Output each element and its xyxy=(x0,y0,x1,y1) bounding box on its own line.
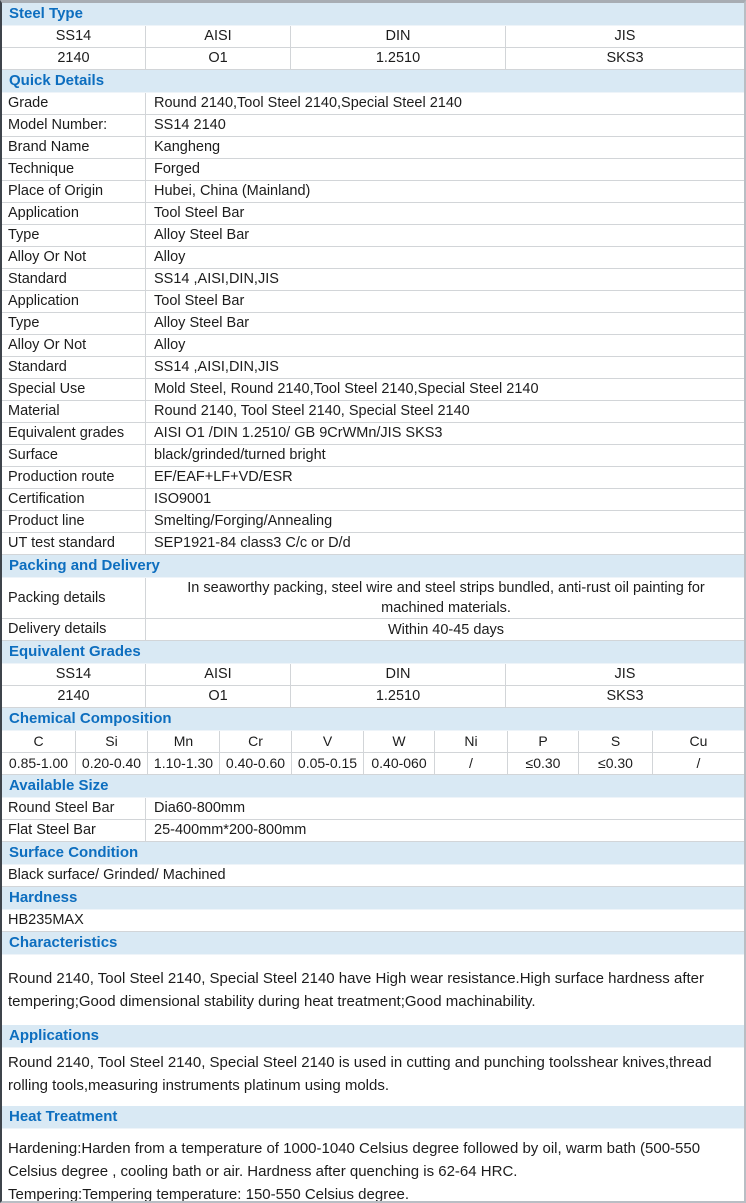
row-key: Grade xyxy=(2,93,146,114)
table-value-cell: 2140 xyxy=(2,686,146,708)
row-key: Special Use xyxy=(2,379,146,400)
table-row xyxy=(2,115,744,137)
table-row xyxy=(2,820,744,842)
row-key: UT test standard xyxy=(2,533,146,554)
row-value: Alloy xyxy=(154,337,186,353)
row-key: Certification xyxy=(2,489,146,510)
row-key: Application xyxy=(2,203,146,224)
table-row xyxy=(2,511,744,533)
heat-treatment-text xyxy=(2,1129,744,1203)
section-header-surface-condition: Surface Condition xyxy=(2,842,744,865)
row-key: Type xyxy=(2,313,146,334)
table-header-cell: JIS xyxy=(506,664,744,686)
section-header-characteristics: Characteristics xyxy=(2,932,744,955)
row-value: Alloy Steel Bar xyxy=(154,315,250,331)
row-value: ISO9001 xyxy=(154,491,212,507)
packing-and-delivery-table xyxy=(2,578,744,641)
table-header-cell: Ni xyxy=(435,731,508,753)
table-value-cell: 0.40-060 xyxy=(364,753,435,775)
row-value: EF/EAF+LF+VD/ESR xyxy=(154,469,293,485)
table-header-cell: Mn xyxy=(148,731,220,753)
table-row xyxy=(2,445,744,467)
table-row xyxy=(2,203,744,225)
table-header-cell: Cr xyxy=(220,731,292,753)
table-header-cell: SS14 xyxy=(2,26,146,48)
row-key: Brand Name xyxy=(2,137,146,158)
table-header-cell: Cu xyxy=(653,731,744,753)
row-key: Standard xyxy=(2,357,146,378)
row-key: Application xyxy=(2,291,146,312)
table-row xyxy=(2,247,744,269)
row-value: Smelting/Forging/Annealing xyxy=(154,513,333,529)
table-row xyxy=(2,798,744,820)
table-row xyxy=(2,269,744,291)
characteristics-text: Round 2140, Tool Steel 2140, Special Steel 2140 have High wear resistance.High surface hardness after tempering;Good dimensional stability during heat treatment;Good machinability. xyxy=(8,970,704,1010)
table-header-cell: AISI xyxy=(146,664,291,686)
row-key: Round Steel Bar xyxy=(2,798,146,819)
section-header-hardness: Hardness xyxy=(2,887,744,910)
row-value: Dia60-800mm xyxy=(154,800,246,816)
row-value: Mold Steel, Round 2140,Tool Steel 2140,Special Steel 2140 xyxy=(154,381,539,397)
row-value: In seaworthy packing, steel wire and steel strips bundled, anti-rust oil painting for machined materials. xyxy=(187,580,705,616)
row-key: Product line xyxy=(2,511,146,532)
table-header-cell: W xyxy=(364,731,435,753)
table-value-cell: 0.85-1.00 xyxy=(2,753,76,775)
row-value: Round 2140, Tool Steel 2140, Special Steel 2140 xyxy=(154,403,470,419)
chemical-composition-table xyxy=(2,731,744,775)
row-value: Within 40-45 days xyxy=(387,621,505,638)
row-key: Technique xyxy=(2,159,146,180)
table-row xyxy=(2,357,744,379)
row-value: SS14 ,AISI,DIN,JIS xyxy=(154,359,279,375)
table-header-cell: P xyxy=(508,731,579,753)
hardness-text: HB235MAX xyxy=(2,910,744,932)
row-value: Hubei, China (Mainland) xyxy=(154,183,311,199)
row-key: Surface xyxy=(2,445,146,466)
table-header-cell: DIN xyxy=(291,26,506,48)
available-size-table xyxy=(2,798,744,842)
row-key: Delivery details xyxy=(2,619,146,640)
row-value: black/grinded/turned bright xyxy=(154,447,326,463)
heat-treatment-hardening: Hardening:Harden from a temperature of 1000-1040 Celsius degree followed by oil, warm bath (500-550 Celsius degree , cooling bath or air. Hardness after quenching is 62-64 HRC. xyxy=(8,1140,701,1180)
table-header-cell: C xyxy=(2,731,76,753)
row-value: Tool Steel Bar xyxy=(154,205,245,221)
table-row xyxy=(2,159,744,181)
table-header-cell: JIS xyxy=(506,26,744,48)
row-value: SS14 ,AISI,DIN,JIS xyxy=(154,271,279,287)
row-value: AISI O1 /DIN 1.2510/ GB 9CrWMn/JIS SKS3 xyxy=(154,425,443,441)
row-key: Production route xyxy=(2,467,146,488)
table-value-cell: 1.2510 xyxy=(291,48,506,70)
table-header-cell: Si xyxy=(76,731,148,753)
section-header-chemical-composition: Chemical Composition xyxy=(2,708,744,731)
section-header-equivalent-grades: Equivalent Grades xyxy=(2,641,744,664)
table-header-cell: S xyxy=(579,731,653,753)
row-key: Alloy Or Not xyxy=(2,247,146,268)
row-value: Tool Steel Bar xyxy=(154,293,245,309)
row-key: Standard xyxy=(2,269,146,290)
heat-treatment-tempering: Tempering:Tempering temperature: 150-550 Celsius degree. xyxy=(8,1186,410,1203)
table-value-cell: ≤0.30 xyxy=(508,753,579,775)
table-row xyxy=(2,578,744,619)
section-header-applications: Applications xyxy=(2,1025,744,1048)
table-row xyxy=(2,225,744,247)
table-row xyxy=(2,379,744,401)
row-key: Alloy Or Not xyxy=(2,335,146,356)
row-value: Alloy xyxy=(154,249,186,265)
row-key: Material xyxy=(2,401,146,422)
applications-text: Round 2140, Tool Steel 2140, Special Steel 2140 is used in cutting and punching toolsshear knives,thread rolling tools,measuring instruments platinum using molds. xyxy=(8,1054,712,1094)
row-key: Type xyxy=(2,225,146,246)
row-value: Alloy Steel Bar xyxy=(154,227,250,243)
section-header-packing-and-delivery: Packing and Delivery xyxy=(2,555,744,578)
row-value: SS14 2140 xyxy=(154,117,226,133)
table-value-cell: 0.20-0.40 xyxy=(76,753,148,775)
section-header-steel-type: Steel Type xyxy=(2,3,744,26)
table-row xyxy=(2,489,744,511)
table-row xyxy=(2,335,744,357)
table-value-cell: 0.05-0.15 xyxy=(292,753,364,775)
table-value-cell: O1 xyxy=(146,686,291,708)
row-key: Flat Steel Bar xyxy=(2,820,146,841)
table-value-cell: ≤0.30 xyxy=(579,753,653,775)
row-key: Model Number: xyxy=(2,115,146,136)
row-value: Forged xyxy=(154,161,200,177)
table-row xyxy=(2,423,744,445)
row-value: SEP1921-84 class3 C/c or D/d xyxy=(154,535,351,551)
table-row xyxy=(2,93,744,115)
table-row xyxy=(2,291,744,313)
table-value-cell: SKS3 xyxy=(506,48,744,70)
table-value-cell: 2140 xyxy=(2,48,146,70)
row-value: Kangheng xyxy=(154,139,221,155)
row-key: Equivalent grades xyxy=(2,423,146,444)
table-header-cell: V xyxy=(292,731,364,753)
table-value-cell: 1.10-1.30 xyxy=(148,753,220,775)
section-header-quick-details: Quick Details xyxy=(2,70,744,93)
table-value-cell: / xyxy=(435,753,508,775)
table-value-cell: SKS3 xyxy=(506,686,744,708)
table-value-cell: O1 xyxy=(146,48,291,70)
table-header-cell: AISI xyxy=(146,26,291,48)
row-key: Place of Origin xyxy=(2,181,146,202)
table-row xyxy=(2,137,744,159)
section-header-heat-treatment: Heat Treatment xyxy=(2,1106,744,1129)
row-value: Round 2140,Tool Steel 2140,Special Steel 2140 xyxy=(154,95,462,111)
table-row xyxy=(2,181,744,203)
table-header-cell: DIN xyxy=(291,664,506,686)
table-header-cell: SS14 xyxy=(2,664,146,686)
table-row xyxy=(2,619,744,641)
surface-condition-text: Black surface/ Grinded/ Machined xyxy=(2,865,744,887)
table-row xyxy=(2,313,744,335)
quick-details-table xyxy=(2,93,744,555)
table-value-cell: 1.2510 xyxy=(291,686,506,708)
table-value-cell: 0.40-0.60 xyxy=(220,753,292,775)
row-value: 25-400mm*200-800mm xyxy=(154,822,307,838)
table-row xyxy=(2,533,744,555)
row-key: Packing details xyxy=(2,578,146,618)
table-row xyxy=(2,467,744,489)
section-header-available-size: Available Size xyxy=(2,775,744,798)
table-row xyxy=(2,401,744,423)
equivalent-grades-table xyxy=(2,664,744,708)
table-value-cell: / xyxy=(653,753,744,775)
steel-type-table xyxy=(2,26,744,70)
